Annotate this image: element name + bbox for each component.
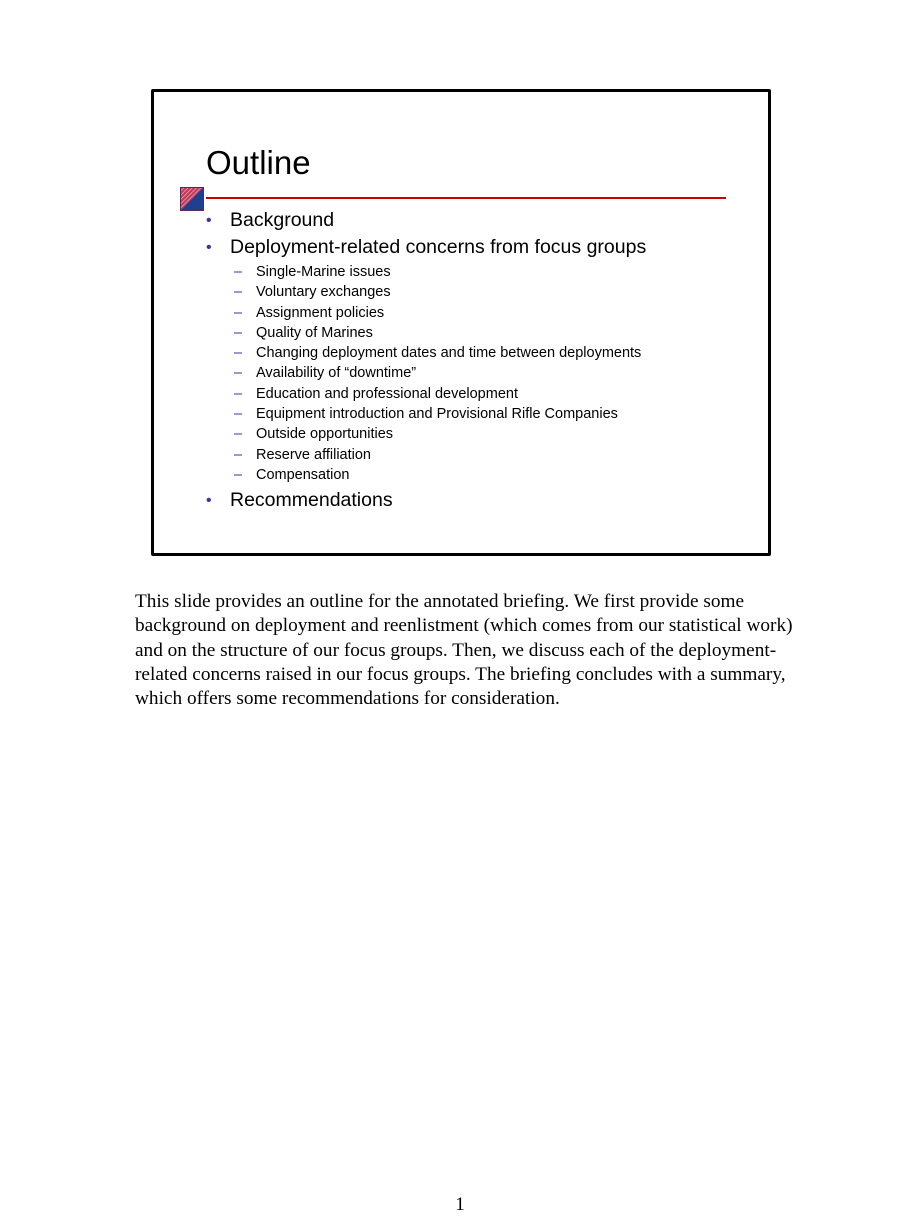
dash-icon: – [234,426,243,443]
outline-subitem-label: Quality of Marines [256,324,373,341]
outline-subitem [206,303,746,323]
outline-subitem [206,363,746,383]
slide-logo-icon [180,187,204,211]
outline-subitem-label: Single-Marine issues [256,264,391,280]
bullet-dot-icon: • [206,239,212,256]
slide-caption: This slide provides an outline for the annotated briefing. We first provide some background on deployment and reenlistment (which comes from our statistical work) and on the structure of our focus groups. Then, we discuss each of the deployment-related concerns raised in our focus groups. The briefing concludes with a summary, which offers some recommendations for consideration. [135,591,793,710]
outline-subitem-label: Education and professional development [256,385,518,402]
dash-icon: – [234,284,243,301]
outline-subitem-label: Availability of “downtime” [256,365,417,382]
outline-item-label: Deployment-related concerns from focus groups [230,236,647,258]
outline-subitem-label: Changing deployment dates and time between deployments [256,345,642,362]
outline-item-label: Background [230,209,335,231]
dash-icon: – [234,345,243,362]
dash-icon: – [234,385,243,402]
dash-icon: – [234,264,243,280]
bullet-dot-icon: • [206,492,212,510]
outline-list [206,207,746,514]
outline-item-label: Recommendations [230,489,393,512]
outline-sublist [206,262,746,485]
dash-icon: – [234,446,243,463]
page-number: 1 [455,1194,465,1215]
outline-subitem-label: Outside opportunities [256,426,394,443]
outline-item [206,487,746,514]
outline-subitem [206,282,746,302]
outline-subitem [206,384,746,404]
dash-icon: – [234,365,243,382]
slide-title: Outline [206,144,311,181]
dash-icon: – [234,406,243,423]
dash-icon: – [234,466,243,483]
outline-subitem-label: Compensation [256,466,350,483]
outline-subitem-label: Equipment introduction and Provisional Rifle Companies [256,406,618,423]
outline-item [206,234,746,261]
dash-icon: – [234,304,243,321]
outline-subitem [206,262,746,282]
outline-subitem [206,343,746,363]
outline-subitem [206,404,746,424]
outline-subitem-label: Voluntary exchanges [256,284,391,301]
outline-item [206,207,746,234]
outline-subitem-label: Assignment policies [256,304,385,321]
slide-frame [151,89,771,556]
outline-subitem [206,323,746,343]
dash-icon: – [234,324,243,341]
outline-subitem [206,465,746,485]
title-rule [206,197,726,199]
bullet-dot-icon: • [206,212,212,229]
outline-subitem [206,424,746,444]
outline-subitem-label: Reserve affiliation [256,446,371,463]
outline-subitem [206,445,746,465]
